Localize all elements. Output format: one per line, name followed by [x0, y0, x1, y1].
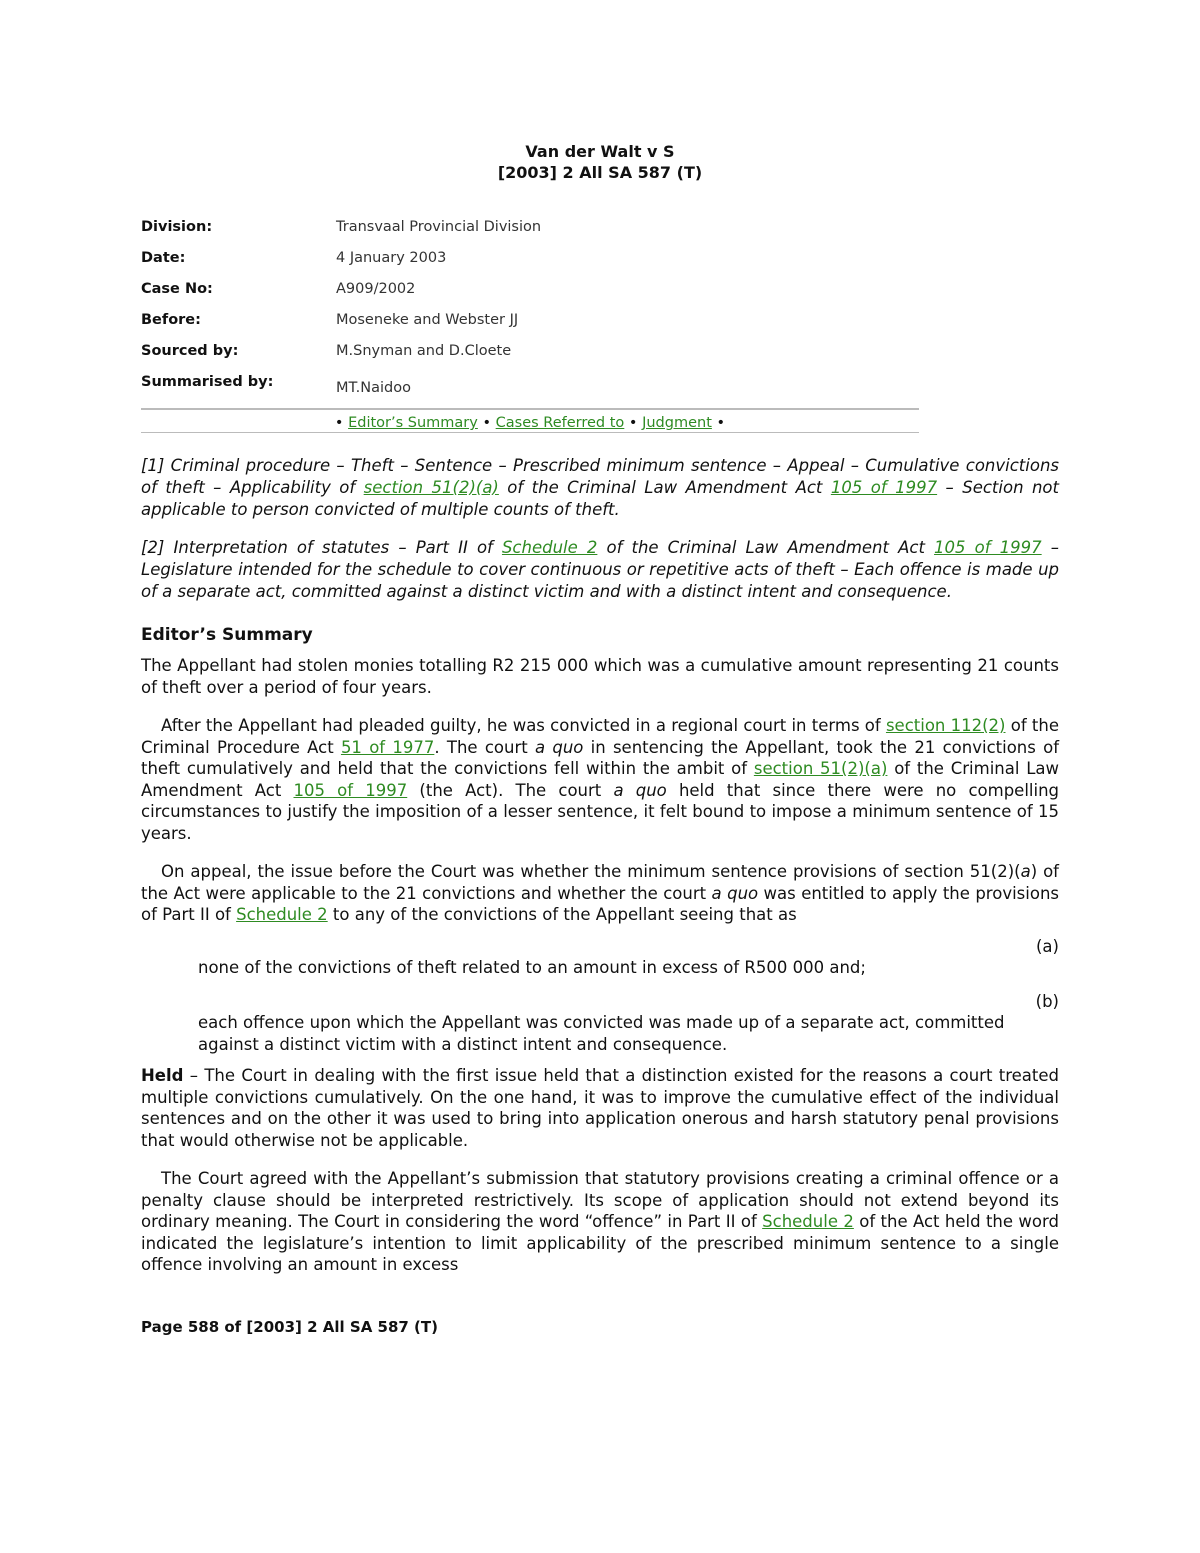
link-section-51-2-a[interactable]: section 51(2)(a) — [753, 759, 888, 778]
link-act-105-of-1997[interactable]: 105 of 1997 — [293, 780, 408, 800]
link-act-105-of-1997[interactable]: 105 of 1997 — [934, 538, 1042, 557]
nav-link-cases-referred[interactable]: Cases Referred to — [495, 415, 625, 431]
link-schedule-2[interactable]: Schedule 2 — [501, 538, 598, 557]
summary-paragraph-1: The Appellant had stolen monies totalling R2 215 000 which was a cumulative amount representing 21 counts of theft over a period of four years. — [141, 656, 1059, 697]
meta-label: Date: — [141, 250, 186, 266]
sub-item-text: each offence upon which the Appellant was convicted was made up of a separate act, committed against a distinct victim with a distinct intent and consequence. — [198, 1013, 1005, 1054]
section-nav — [141, 408, 919, 433]
page-footer: Page 588 of [2003] 2 All SA 587 (T) — [141, 1317, 438, 1336]
catchword-1: [1] Criminal procedure – Theft – Sentence – Prescribed minimum sentence – Appeal – Cumulative convictions of theft – Applicability of section 51(2)(a) of the Criminal Law Amendment Act 105 of 1997 – Section not applicable to person convicted of multiple counts of theft. — [141, 456, 1059, 519]
catchword-2: [2] Interpretation of statutes – Part II of Schedule 2 of the Criminal Law Amendment Act 105 of 1997 – Legislature intended for the schedule to cover continuous or repetitive acts of theft – Each offence is made up of a separate act, committed against a distinct victim and with a distinct intent and consequence. — [141, 538, 1059, 601]
meta-value: A909/2002 — [336, 281, 416, 297]
meta-label: Case No: — [141, 281, 213, 297]
summary-paragraph-5: The Court agreed with the Appellant’s submission that statutory provisions creating a criminal offence or a penalty clause should be interpreted restrictively. Its scope of application should not extend beyond its ordinary meaning. The Court in considering the word “offence” in Part II of Schedule 2 of the Act held the word indicated the legislature’s intention to limit applicability of the prescribed minimum sentence to a single offence involving an amount in excess — [141, 1169, 1059, 1274]
sub-item-letter: (a) — [1036, 936, 1059, 956]
held-paragraph: Held – The Court in dealing with the first issue held that a distinction existed for the reasons a court treated multiple convictions cumulatively. On the one hand, it was to improve the cumulative effect of the individual sentences and on the other it was used to bring into application onerous and harsh statutory penal provisions that would otherwise not be applicable. — [141, 1066, 1059, 1150]
case-metadata — [141, 219, 919, 394]
nav-link-judgment[interactable]: Judgment — [642, 415, 712, 431]
sub-item-a — [141, 936, 1059, 979]
meta-label: Summarised by: — [141, 374, 274, 390]
link-schedule-2[interactable]: Schedule 2 — [236, 905, 328, 924]
link-section-51-2-a[interactable]: section 51(2)(a) — [363, 478, 499, 497]
summary-paragraph-3: On appeal, the issue before the Court was whether the minimum sentence provisions of section 51(2)(a) of the Act were applicable to the 21 convictions and whether the court a quo was entitled to apply the provisions of Part II of Schedule 2 to any of the convictions of the Appellant seeing that as — [141, 862, 1060, 924]
section-heading-editors-summary: Editor’s Summary — [141, 625, 313, 645]
meta-value: 4 January 2003 — [336, 250, 447, 266]
meta-value: Transvaal Provincial Division — [336, 219, 542, 235]
meta-row-before — [141, 312, 919, 343]
held-label: Held — [141, 1066, 184, 1085]
summary-paragraph-2: After the Appellant had pleaded guilty, he was convicted in a regional court in terms of section 112(2) of the Criminal Procedure Act 51 of 1977. The court a quo in sentencing the Appellant, took the 21 convictions of theft cumulatively and held that the convictions fell within the ambit of section 51(2)(a) of the Criminal Law Amendment Act 105 of 1997 (the Act). The court a quo held that since there were no compelling circumstances to justify the imposition of a lesser sentence, it felt bound to impose a minimum sentence of 15 years. — [141, 716, 1060, 843]
nav-bullet: • — [334, 415, 344, 431]
link-schedule-2[interactable]: Schedule 2 — [762, 1212, 854, 1231]
meta-row-date — [141, 250, 919, 281]
link-act-105-of-1997[interactable]: 105 of 1997 — [830, 478, 938, 497]
sub-item-b — [141, 991, 1059, 1056]
nav-bullet: • — [716, 415, 726, 431]
meta-label: Division: — [141, 219, 213, 235]
sub-item-text: none of the convictions of theft related to an amount in excess of R500 000 and; — [198, 958, 866, 977]
meta-row-sourced-by — [141, 343, 919, 374]
meta-row-case-no — [141, 281, 919, 312]
case-title — [141, 141, 1059, 183]
document-page — [141, 141, 1059, 1336]
meta-label: Sourced by: — [141, 343, 239, 359]
meta-value: MT.Naidoo — [336, 380, 411, 396]
sub-item-letter: (b) — [1035, 991, 1059, 1011]
link-act-51-of-1977[interactable]: 51 of 1977 — [340, 737, 435, 757]
case-name: Van der Walt v S — [525, 142, 675, 161]
meta-row-summarised-by — [141, 374, 919, 394]
nav-bullet: • — [628, 415, 638, 431]
meta-row-division — [141, 219, 919, 250]
meta-label: Before: — [141, 312, 201, 328]
nav-link-editors-summary[interactable]: Editor’s Summary — [348, 415, 478, 431]
meta-value: M.Snyman and D.Cloete — [336, 343, 512, 359]
link-section-112-2[interactable]: section 112(2) — [885, 716, 1006, 735]
case-citation: [2003] 2 All SA 587 (T) — [497, 163, 703, 182]
nav-bullet: • — [482, 415, 492, 431]
meta-value: Moseneke and Webster JJ — [336, 312, 519, 328]
